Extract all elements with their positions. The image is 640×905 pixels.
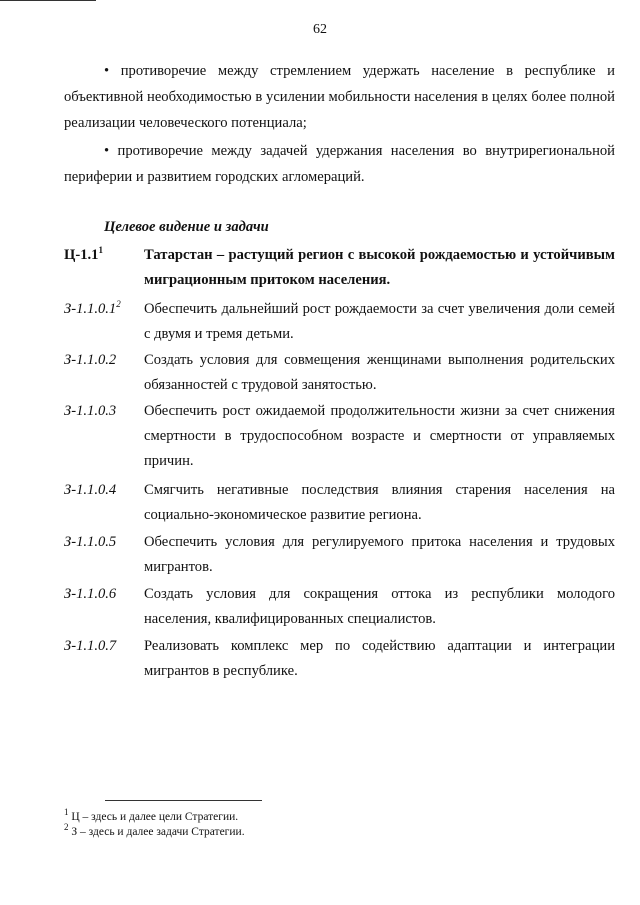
task-text: Смягчить негативные последствия влияния старения населения на социально-экономическое развитие региона. <box>144 482 615 523</box>
task-text: Обеспечить дальнейший рост рождаемости за счет увеличения доли семей с двумя и тремя детьми. <box>144 301 615 342</box>
task-item <box>64 399 615 474</box>
bullet-paragraph-2: • противоречие между задачей удержания населения во внутрирегиональной периферии и развитием городских агломераций. <box>64 143 615 185</box>
task-text: Создать условия для сокращения оттока из республики молодого населения, квалифицированных специалистов. <box>144 586 615 627</box>
goal-footnote-mark: 1 <box>98 245 103 256</box>
task-code: З-1.1.0.2 <box>64 352 117 368</box>
task-item <box>64 530 615 580</box>
task-item <box>64 582 615 632</box>
task-footnote-mark: 2 <box>116 299 121 310</box>
task-text: Обеспечить рост ожидаемой продолжительности жизни за счет снижения смертности в трудоспособном возрасте и смертности от управляемых причин. <box>144 403 615 469</box>
task-code: З-1.1.0.4 <box>64 482 117 498</box>
goal-item <box>64 243 615 293</box>
footnote-2: $^2$ З – здесь и далее задачи Стратегии. <box>64 822 245 838</box>
task-code: З-1.1.0.1$^2$ <box>64 299 121 317</box>
task-item <box>64 297 615 347</box>
top-rule <box>0 0 96 1</box>
task-code: З-1.1.0.5 <box>64 534 117 550</box>
task-code: З-1.1.0.3 <box>64 403 117 419</box>
goal-code: $Ц-1.1^1$ <box>64 245 103 263</box>
footnotes <box>64 807 245 840</box>
page-number: 62 <box>313 22 327 37</box>
bullet-paragraph-1: • противоречие между стремлением удержать население в республике и объективной необходимостью в усилении мобильности населения в целях более полной реализации человеческого потенциала; <box>64 63 615 131</box>
footnote-1: $^1$ Ц – здесь и далее цели Стратегии. <box>64 807 239 823</box>
task-code: З-1.1.0.6 <box>64 586 117 602</box>
task-text: Обеспечить условия для регулируемого притока населения и трудовых мигрантов. <box>144 534 615 575</box>
task-item <box>64 634 615 684</box>
goal-text: Татарстан – растущий регион с высокой рождаемостью и устойчивым миграционным притоком населения. <box>144 247 615 288</box>
task-text: Создать условия для совмещения женщинами выполнения родительских обязанностей с трудовой занятостью. <box>144 352 615 393</box>
task-text: Реализовать комплекс мер по содействию адаптации и интеграции мигрантов в республике. <box>144 638 615 679</box>
section-heading: Целевое видение и задачи <box>104 219 269 235</box>
task-code: З-1.1.0.7 <box>64 638 117 654</box>
task-item <box>64 478 615 528</box>
footnote-separator <box>105 800 262 801</box>
task-item <box>64 348 615 398</box>
